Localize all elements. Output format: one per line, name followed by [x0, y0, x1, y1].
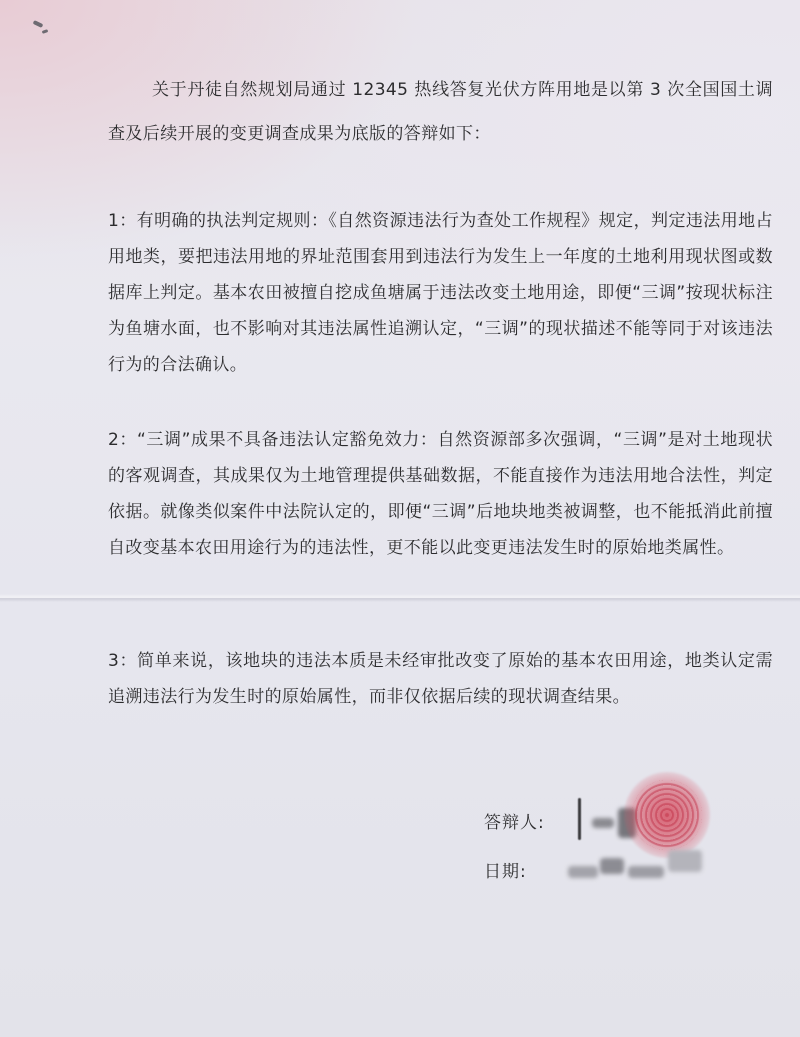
date-label: 日期:	[484, 862, 527, 882]
document-intro: 关于丹徒自然规划局通过 12345 热线答复光伏方阵用地是以第 3 次全国国土调查及后续开展的变更调查成果为底版的答辩如下：	[108, 80, 773, 144]
signer-label: 答辩人:	[484, 813, 545, 833]
signer-row	[484, 808, 545, 833]
paragraph-1: 1：有明确的执法判定规则：《自然资源违法行为查处工作规程》规定，判定违法用地占用地类，要把违法用地的界址范围套用到违法行为发生上一年度的土地利用现状图或数据库上判定。基本农田被擅自挖成鱼塘属于违法改变土地用途，即便“三调”按现状标注为鱼塘水面，也不影响对其违法属性追溯认定，“三调”的现状描述不能等同于对该违法行为的合法确认。	[108, 211, 773, 375]
paper-fold-crease	[0, 594, 800, 602]
paragraph-2: 2：“三调”成果不具备违法认定豁免效力：自然资源部多次强调，“三调”是对土地现状的客观调查，其成果仅为土地管理提供基础数据，不能直接作为违法用地合法性，判定依据。就像类似案件中法院认定的，即便“三调”后地块地类被调整，也不能抵消此前擅自改变基本农田用途行为的违法性，更不能以此变更违法发生时的原始地类属性。	[108, 430, 773, 558]
paper-speck	[42, 29, 49, 34]
paragraph-3: 3：简单来说，该地块的违法本质是未经审批改变了原始的基本农田用途，地类认定需追溯违法行为发生时的原始属性，而非仅依据后续的现状调查结果。	[108, 651, 773, 707]
date-row	[484, 857, 527, 882]
fingerprint-texture	[632, 780, 702, 850]
paper-speck	[33, 20, 44, 28]
